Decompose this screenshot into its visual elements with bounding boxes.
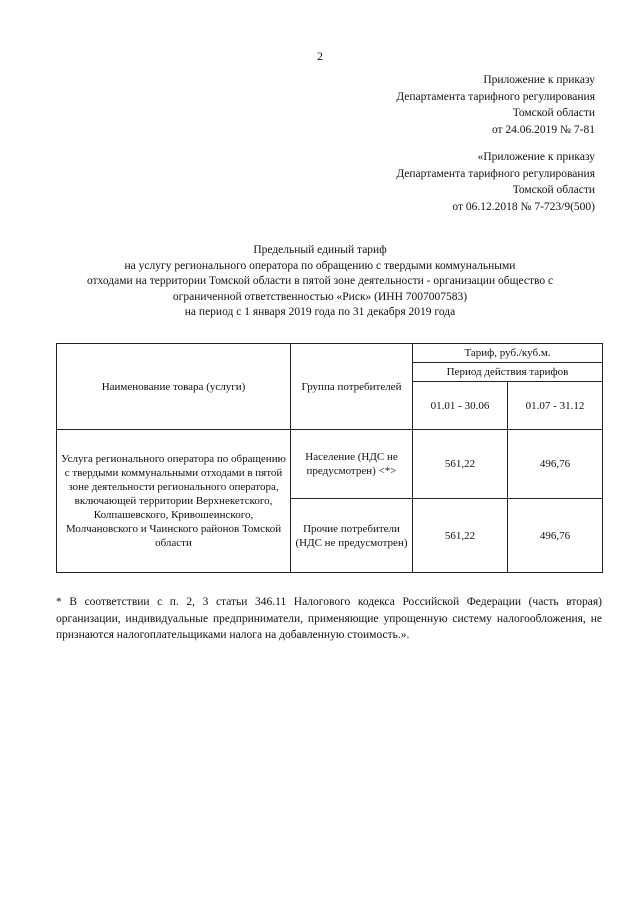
annex-line: Томской области — [512, 107, 595, 119]
title-line: Предельный единый тариф — [253, 244, 387, 256]
tariff-value-cell: 496,76 — [508, 499, 603, 573]
annex-previous-order — [265, 149, 595, 215]
service-name-cell: Услуга регионального оператора по обращению с твердыми коммунальными отходами в пятой зоне деятельности регионального оператора, включающей территории Верхнекетского, Колпашевского, Кривошеинского, Молчановского и Чаинского районов Томской области — [57, 430, 291, 573]
annex-current-order — [265, 72, 595, 138]
table-row — [57, 430, 603, 499]
header-service-name: Наименование товара (услуги) — [57, 344, 291, 430]
annex-line: Департамента тарифного регулирования — [396, 167, 595, 180]
header-period-1: 01.01 - 30.06 — [413, 382, 508, 430]
header-tariff: Тариф, руб./куб.м. — [413, 344, 603, 363]
annex-line: от 06.12.2018 № 7-723/9(500) — [452, 200, 595, 213]
header-consumer-group: Группа потребителей — [291, 344, 413, 430]
consumer-group-cell: Прочие потребители (НДС не предусмотрен) — [291, 499, 413, 573]
annex-line: Приложение к приказу — [483, 74, 595, 86]
document-title — [40, 243, 600, 321]
annex-line: от 24.06.2019 № 7-81 — [491, 123, 595, 136]
tariff-value-cell: 496,76 — [508, 430, 603, 499]
consumer-group-cell: Население (НДС не предусмотрен) <*> — [291, 430, 413, 499]
title-line: ограниченной ответственностью «Риск» (ИНН 7007007583) — [172, 290, 468, 303]
title-line: отходами на территории Томской области в пятой зоне деятельности - организации общество с — [86, 275, 554, 287]
tariff-value-cell: 561,22 — [413, 499, 508, 573]
header-period-2: 01.07 - 31.12 — [508, 382, 603, 430]
annex-line: Томской области — [512, 184, 595, 196]
tariff-value-cell: 561,22 — [413, 430, 508, 499]
footnote: * В соответствии с п. 2, 3 статьи 346.11 Налогового кодекса Российской Федерации (часть вторая) организации, индивидуальные предприниматели, применяющие упрощенную систему налогообложения, не признаются налогоплательщиками налога на добавленную стоимость.». — [56, 596, 602, 641]
annex-line: Департамента тарифного регулирования — [396, 90, 595, 103]
title-line: на период с 1 января 2019 года по 31 декабря 2019 года — [184, 306, 456, 318]
header-period: Период действия тарифов — [413, 363, 603, 382]
tariff-table — [56, 343, 603, 573]
title-line: на услугу регионального оператора по обращению с твердыми коммунальными — [124, 259, 516, 272]
annex-line: «Приложение к приказу — [477, 151, 595, 163]
page-number: 2 — [317, 49, 323, 63]
